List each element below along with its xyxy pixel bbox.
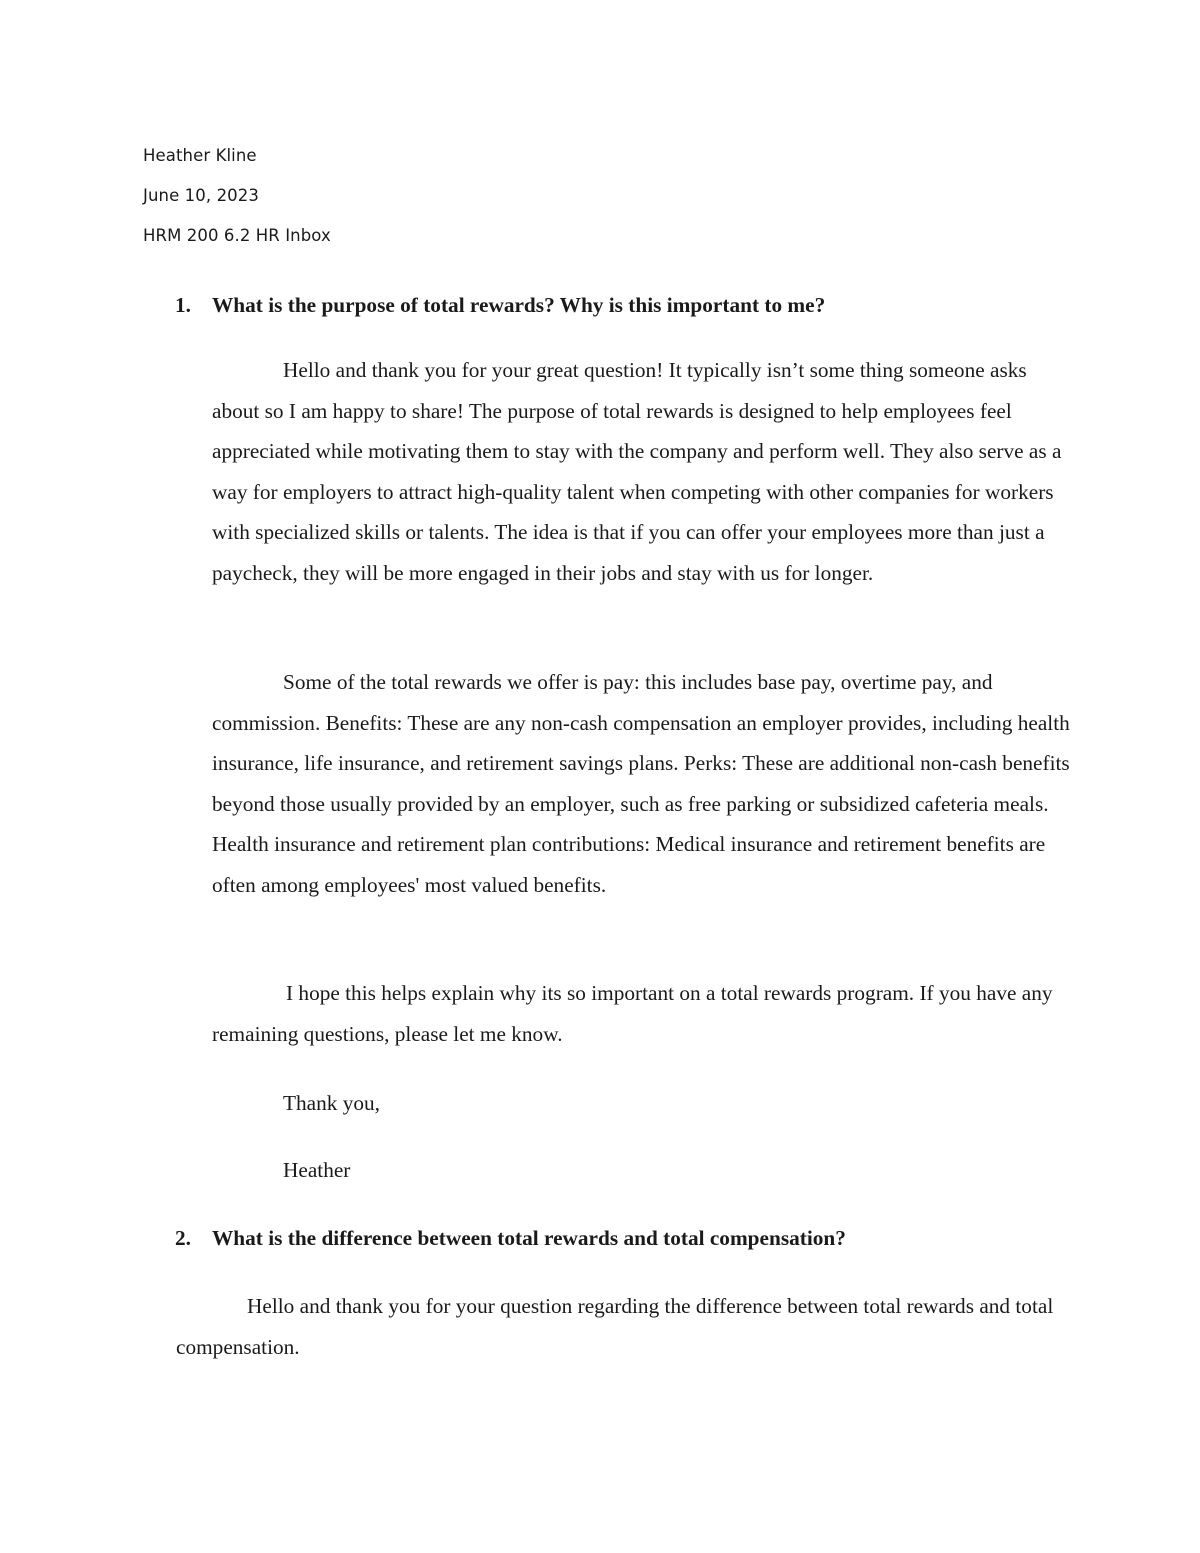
question-2-text: What is the difference between total rewards and total compensation?: [212, 1226, 846, 1250]
question-1-number: 1.: [175, 293, 191, 317]
question-1-heading: [175, 292, 825, 318]
author-name: Heather Kline: [143, 146, 257, 165]
signature: Heather: [283, 1158, 351, 1182]
closing-line: Thank you,: [283, 1091, 381, 1115]
answer-1-paragraph-2: Some of the total rewards we offer is pay: this includes base pay, overtime pay, and commission. Benefits: These are any non-cash compensation an employer provides, including health insurance, life insurance, and retirement savings plans. Perks: These are additional non-cash benefits beyond those usually provided by an employer, such as free parking or subsidized cafeteria meals. Health insurance and retirement plan contributions: Medical insurance and retirement benefits are often among employees' most valued benefits.: [212, 670, 1070, 897]
course-title: HRM 200 6.2 HR Inbox: [143, 226, 331, 245]
document-date: June 10, 2023: [143, 186, 259, 205]
answer-1-paragraph-1: Hello and thank you for your great question! It typically isn’t some thing someone asks about so I am happy to share! The purpose of total rewards is designed to help employees feel appreciated while motivating them to stay with the company and perform well. They also serve as a way for employers to attract high-quality talent when competing with other companies for workers with specialized skills or talents. The idea is that if you can offer your employees more than just a paycheck, they will be more engaged in their jobs and stay with us for longer.: [212, 358, 1062, 585]
question-1-text: What is the purpose of total rewards? Why is this important to me?: [212, 293, 826, 317]
question-2-number: 2.: [175, 1226, 191, 1250]
answer-1-paragraph-3: I hope this helps explain why its so important on a total rewards program. If you have any remaining questions, please let me know.: [212, 981, 1053, 1046]
answer-2-paragraph-1: Hello and thank you for your question regarding the difference between total rewards and total compensation.: [176, 1294, 1054, 1359]
question-2-heading: [175, 1225, 846, 1251]
